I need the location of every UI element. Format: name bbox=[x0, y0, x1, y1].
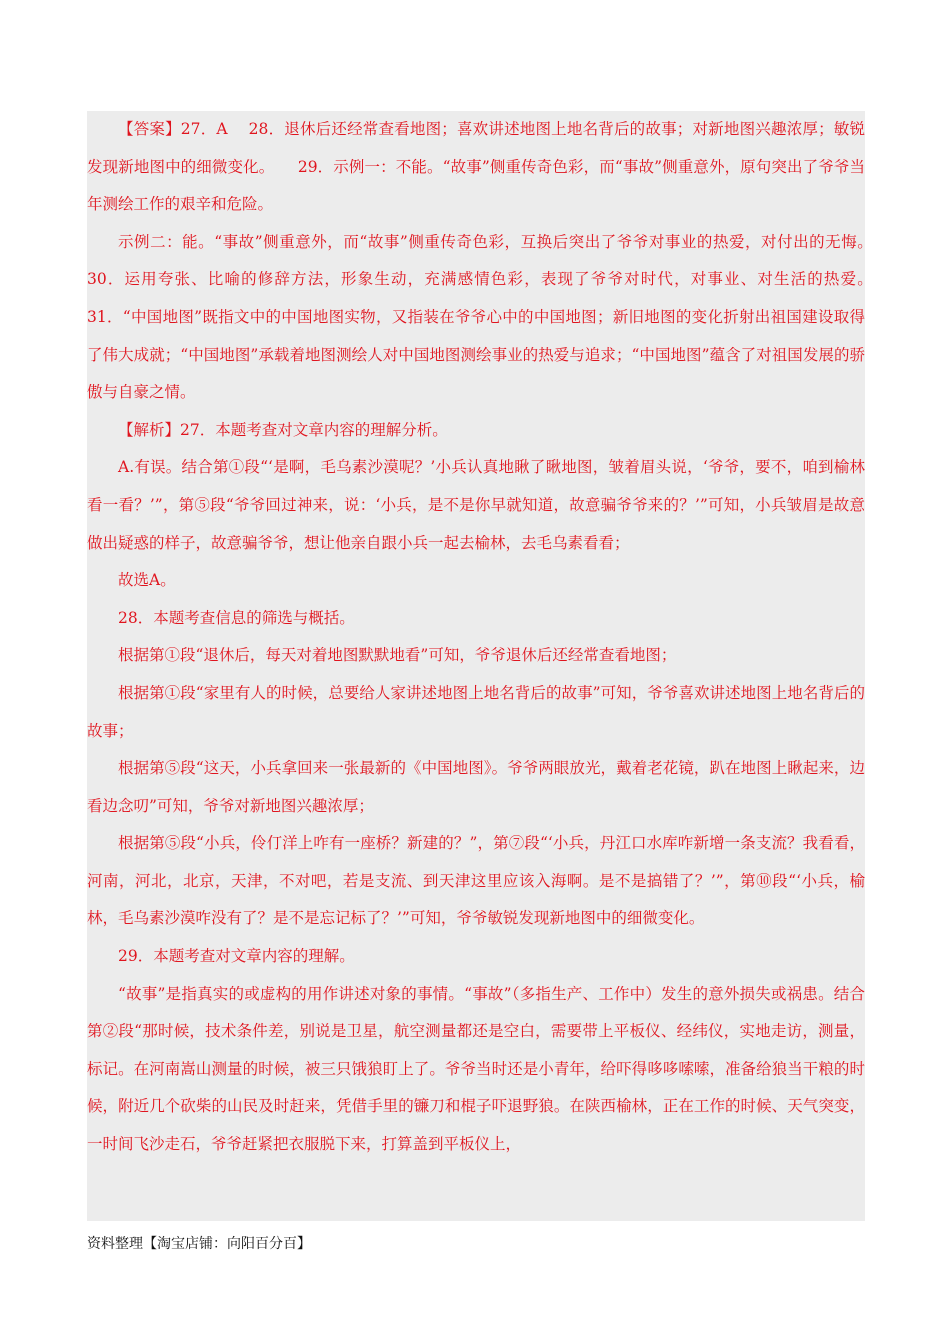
analysis-paragraph-27a: A.有误。结合第①段“‘是啊，毛乌素沙漠呢？’小兵认真地瞅了瞅地图，皱着眉头说，‘爷爷，要不，咱到榆林看一看？’”，第⑤段“爷爷回过神来，说：‘小兵，是不是你早就知道，故意骗爷爷来的？’”可知，小兵皱眉是故意做出疑惑的样子，故意骗爷爷，想让他亲自跟小兵一起去榆林，去毛乌素看看； bbox=[87, 458, 865, 552]
answer-analysis-block bbox=[87, 111, 897, 1221]
page-footer: 资料整理【淘宝店铺：向阳百分百】 bbox=[87, 1236, 311, 1252]
analysis-paragraph-28-2: 根据第①段“家里有人的时候，总要给人家讲述地图上地名背后的故事”可知，爷爷喜欢讲述地图上地名背后的故事； bbox=[87, 683, 865, 740]
analysis-heading-28: 28．本题考查信息的筛选与概括。 bbox=[118, 608, 355, 627]
answer-paragraph-2: 示例二：能。“事故”侧重意外，而“故事”侧重传奇色彩，互换后突出了爷爷对事业的热爱，对付出的无悔。 30．运用夸张、比喻的修辞方法，形象生动，充满感情色彩，表现了爷爷对时代，对事业、对生活的热爱。 31．“中国地图”既指文中的中国地图实物，又指装在爷爷心中的中国地图；新旧地图的变化折射出祖国建设取得了伟大成就；“中国地图”承载着地图测绘人对中国地图测绘事业的热爱与追求；“中国地图”蕴含了对祖国发展的骄傲与自豪之情。 bbox=[87, 232, 897, 402]
answer-paragraph-1: 【答案】27．A 28．退休后还经常查看地图；喜欢讲述地图上地名背后的故事；对新地图兴趣浓厚；敏锐发现新地图中的细微变化。 29．示例一：不能。“故事”侧重传奇色彩，而“事故”侧重意外，原句突出了爷爷当年测绘工作的艰辛和危险。 bbox=[87, 120, 865, 214]
analysis-choice: 故选A。 bbox=[118, 571, 176, 590]
analysis-paragraph-28-3: 根据第⑤段“这天，小兵拿回来一张最新的《中国地图》。爷爷两眼放光，戴着老花镜，趴在地图上瞅起来，边看边念叨”可知，爷爷对新地图兴趣浓厚； bbox=[87, 759, 865, 815]
analysis-heading: 【解析】27．本题考查对文章内容的理解分析。 bbox=[118, 420, 448, 439]
analysis-paragraph-28-1: 根据第①段“退休后，每天对着地图默默地看”可知，爷爷退休后还经常查看地图； bbox=[118, 646, 677, 665]
analysis-paragraph-29: “故事”是指真实的或虚构的用作讲述对象的事情。“事故”（多指生产、工作中）发生的意外损失或祸患。结合第②段“那时候，技术条件差，别说是卫星，航空测量都还是空白，需要带上平板仪、经纬仪，实地走访，测量，标记。在河南嵩山测量的时候，被三只饿狼盯上了。爷爷当时还是小青年，给吓得哆哆嗦嗦，准备给狼当干粮的时候，附近几个砍柴的山民及时赶来，凭借手里的镰刀和棍子吓退野狼。在陕西榆林，正在工作的时候、天气突变，一时间飞沙走石，爷爷赶紧把衣服脱下来，打算盖到平板仪上， bbox=[87, 984, 865, 1154]
analysis-heading-29: 29．本题考查对文章内容的理解。 bbox=[118, 947, 355, 966]
analysis-paragraph-28-4: 根据第⑤段“小兵，伶仃洋上咋有一座桥？新建的？”，第⑦段“‘小兵，丹江口水库咋新增一条支流？我看看，河南，河北，北京，天津，不对吧，若是支流、到天津这里应该入海啊。是不是搞错了？’”，第⑩段“‘小兵，榆林，毛乌素沙漠咋没有了？是不是忘记标了？’”可知，爷爷敏锐发现新地图中的细微变化。 bbox=[87, 834, 865, 928]
